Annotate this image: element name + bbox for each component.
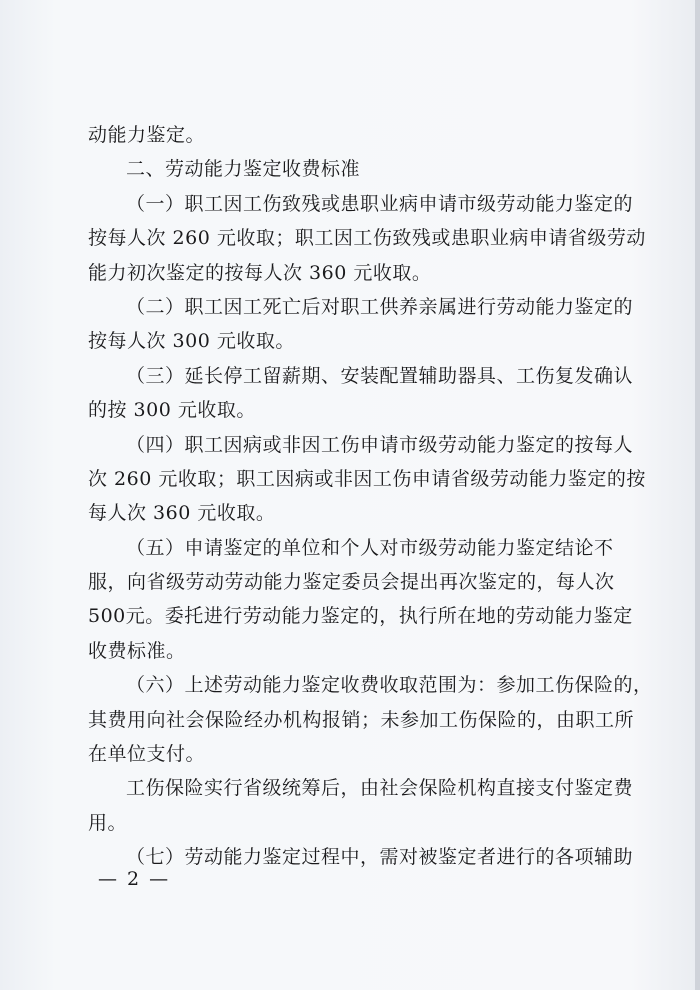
- text-line-9: 的按 300 元收取。: [88, 399, 256, 422]
- text-line-20: 工伤保险实行省级统筹后，由社会保险机构直接支付鉴定费: [126, 777, 634, 800]
- text-line-12: 每人次 360 元收取。: [88, 502, 276, 525]
- text-line-6: （二）职工因工死亡后对职工供养亲属进行劳动能力鉴定的: [126, 295, 634, 318]
- text-line-13: （五）申请鉴定的单位和个人对市级劳动能力鉴定结论不: [126, 536, 614, 559]
- text-line-22: （七）劳动能力鉴定过程中，需对被鉴定者进行的各项辅助: [126, 846, 634, 869]
- text-line-10: （四）职工因病或非因工伤申请市级劳动能力鉴定的按每人: [126, 433, 634, 456]
- text-line-7: 按每人次 300 元收取。: [88, 330, 295, 353]
- text-line-15: 500元。委托进行劳动能力鉴定的，执行所在地的劳动能力鉴定: [88, 605, 633, 628]
- body-text: [88, 118, 653, 875]
- text-line-1: 动能力鉴定。: [88, 124, 206, 146]
- text-line-19: 在单位支付。: [88, 743, 206, 766]
- text-line-14: 服，向省级劳动劳动能力鉴定委员会提出再次鉴定的，每人次: [88, 571, 615, 594]
- page-edge: [695, 0, 700, 990]
- text-line-17: （六）上述劳动能力鉴定收费收取范围为：参加工伤保险的，: [126, 674, 653, 697]
- text-line-11: 次 260 元收取；职工因病或非因工伤申请省级劳动能力鉴定的按: [88, 467, 646, 490]
- text-line-4: 按每人次 260 元收取；职工因工伤致残或患职业病申请省级劳动: [88, 227, 646, 250]
- text-line-18: 其费用向社会保险经办机构报销；未参加工伤保险的，由职工所: [88, 708, 635, 731]
- text-line-16: 收费标准。: [88, 639, 186, 662]
- page-number: — 2 —: [98, 868, 171, 890]
- section-heading: 二、劳动能力鉴定收费标准: [126, 158, 361, 181]
- text-line-21: 用。: [88, 811, 128, 834]
- text-line-8: （三）延长停工留薪期、安装配置辅助器具、工伤复发确认: [126, 364, 634, 387]
- text-line-3: （一）职工因工伤致残或患职业病申请市级劳动能力鉴定的: [126, 192, 634, 215]
- text-line-5: 能力初次鉴定的按每人次 360 元收取。: [88, 261, 432, 284]
